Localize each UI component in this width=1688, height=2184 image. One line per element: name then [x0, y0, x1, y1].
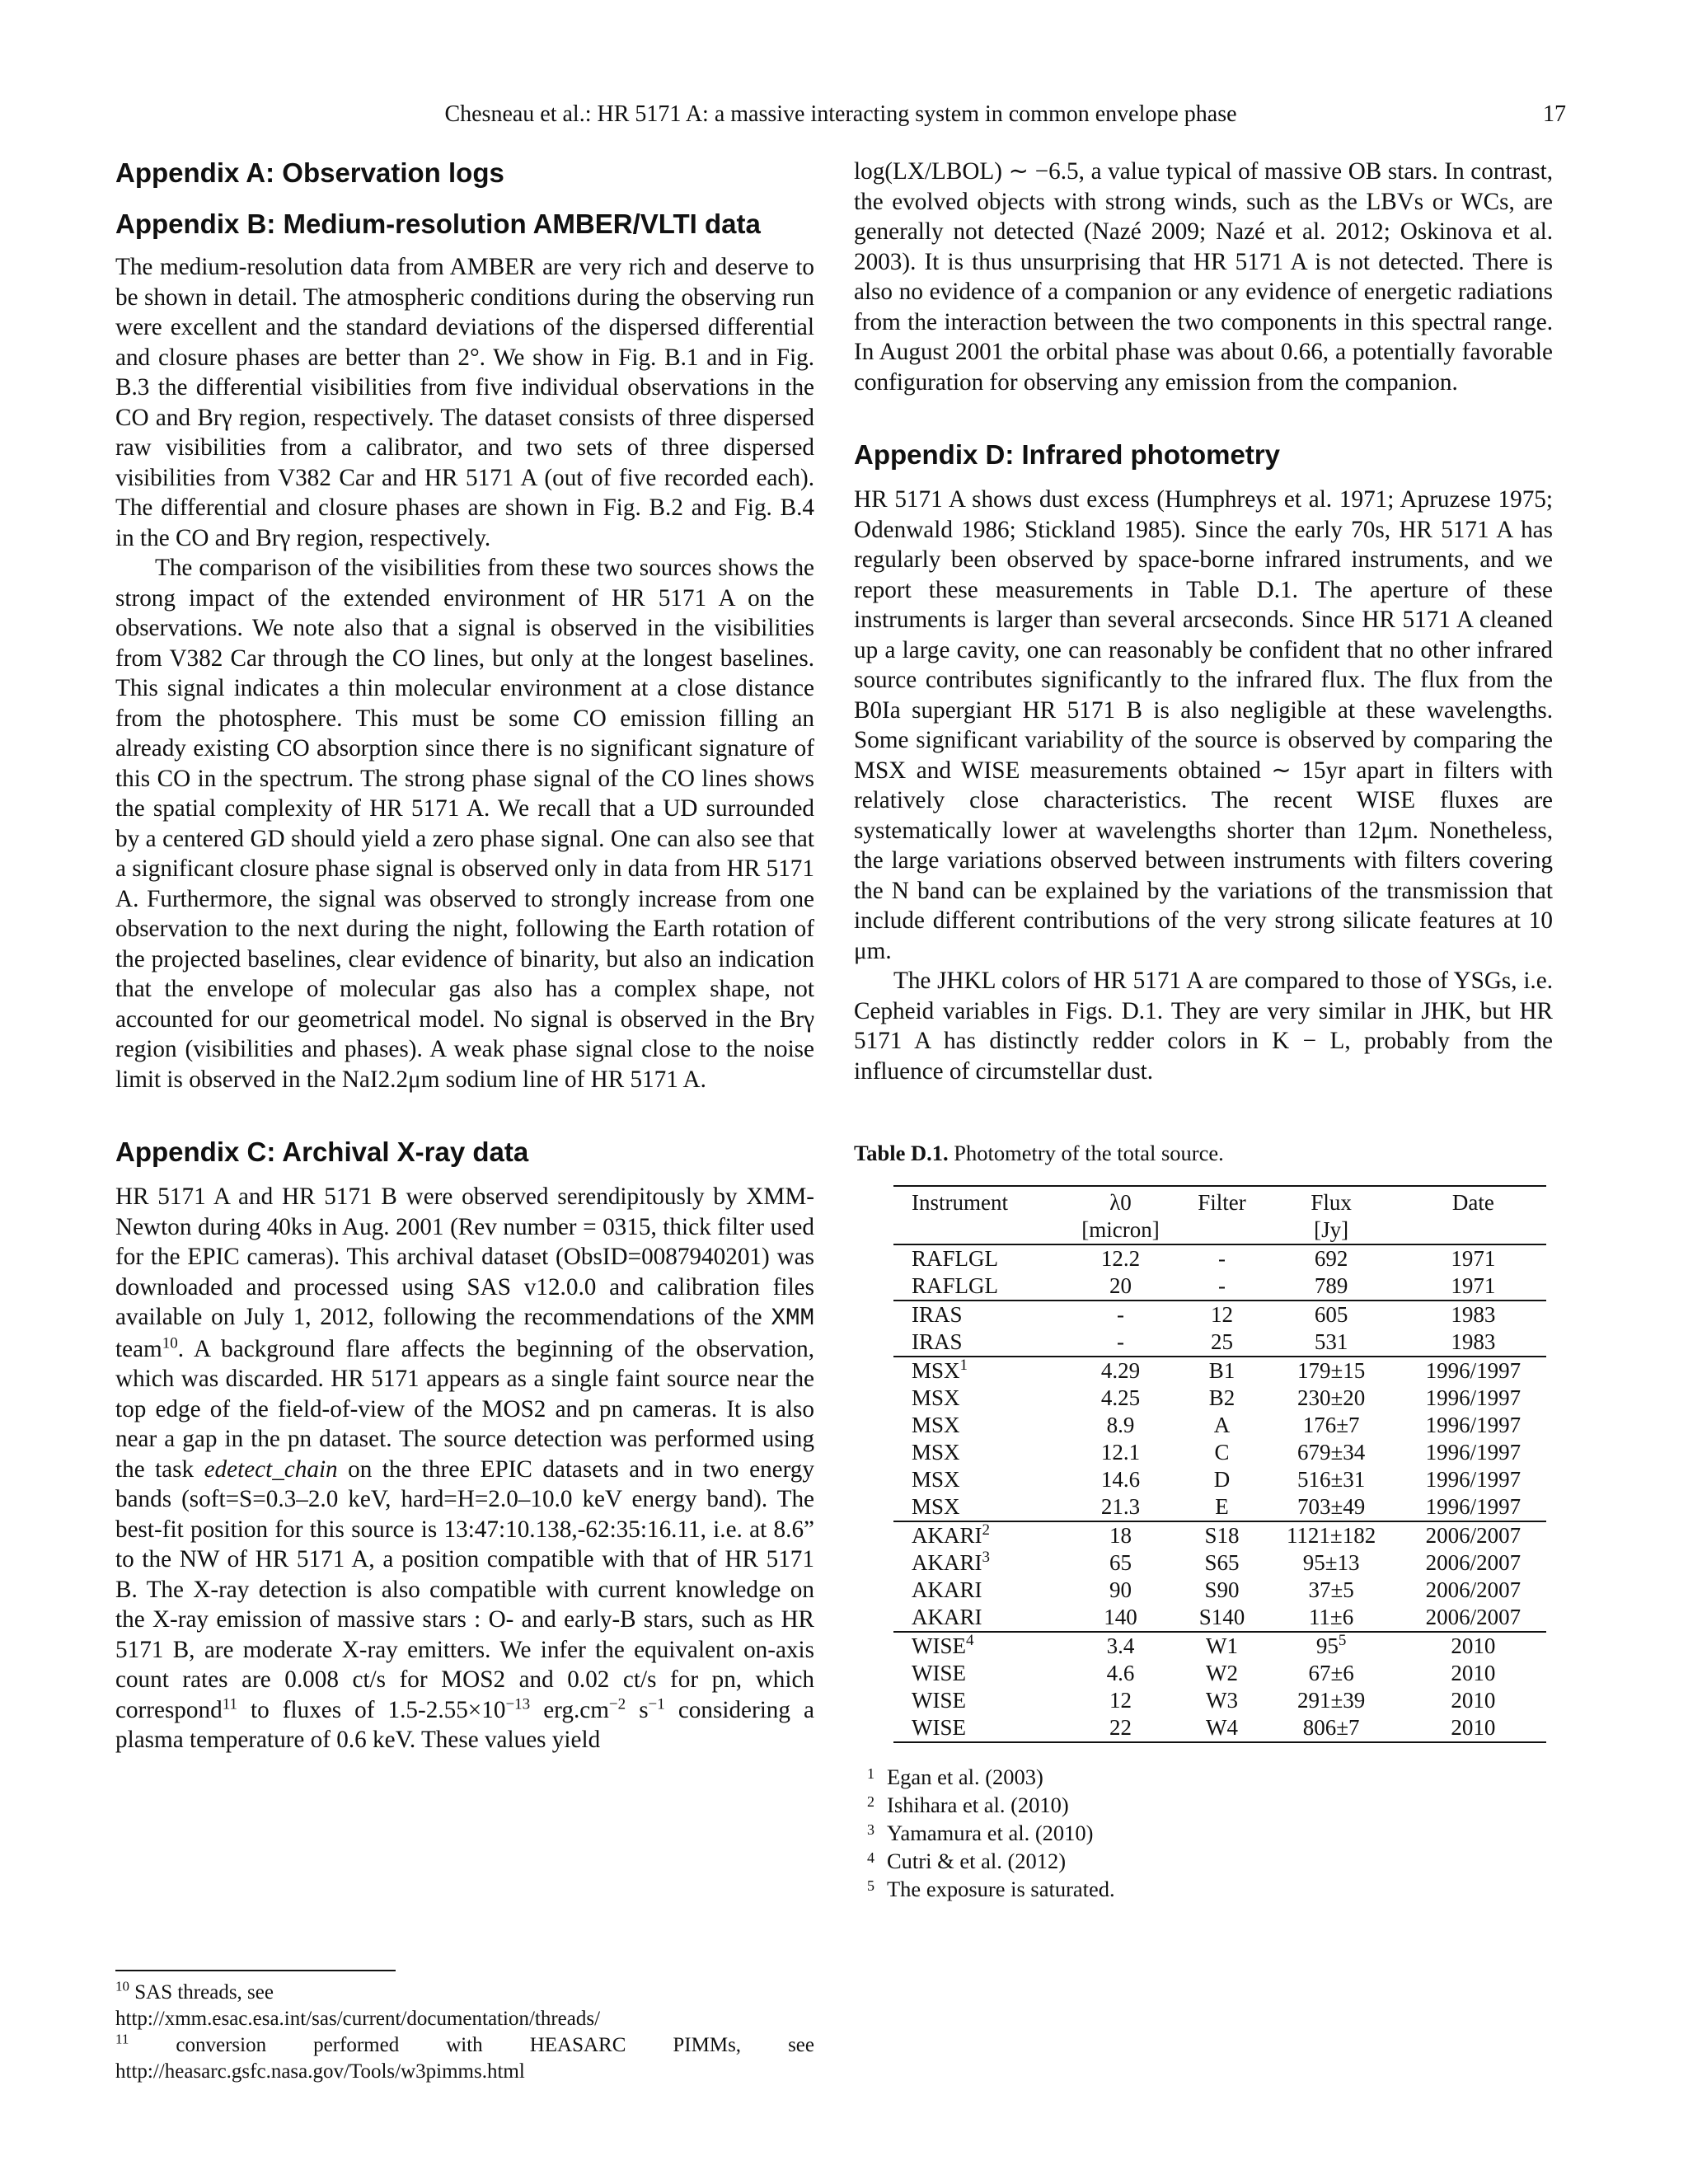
footnote-rule: [115, 1970, 396, 1971]
table-note-mark: 2: [867, 1793, 874, 1810]
cell-date: [1400, 1660, 1546, 1687]
table-row: [893, 1466, 1546, 1493]
cell-flux: [1262, 1385, 1400, 1412]
cell-date-text: 2006/2007: [1425, 1550, 1522, 1575]
table-note-mark: 4: [867, 1849, 874, 1866]
cell-date-text: 2010: [1451, 1715, 1496, 1740]
table-caption: [854, 1139, 1553, 1167]
cell-date-text: 2010: [1451, 1661, 1496, 1685]
cell-flux-text: 806±7: [1302, 1715, 1360, 1740]
cell-instrument: [893, 1439, 1060, 1466]
appendix-c-text-a: HR 5171 A and HR 5171 B were observed serendipitously by XMM-Newton during 40ks in Aug. 2001 (Rev number = 0315, thick filter used for the EPIC cameras). This archival dataset (ObsID=0087940201) was downloaded and processed using SAS v12.0.0 and calibration files available on July 1, 2012, following the recommendations of the: [115, 1183, 814, 1330]
cell-wavelength: [1060, 1521, 1182, 1549]
cell-date-text: 2006/2007: [1425, 1523, 1522, 1548]
cell-wavelength: [1060, 1577, 1182, 1604]
cell-date-text: 1996/1997: [1425, 1385, 1522, 1410]
table-row: [893, 1272, 1546, 1301]
cell-instrument: [893, 1660, 1060, 1687]
cell-flux-text: 531: [1314, 1329, 1348, 1354]
cell-date: [1400, 1521, 1546, 1549]
cell-instrument-text: WISE: [912, 1633, 966, 1658]
cell-filter-text: S90: [1204, 1577, 1240, 1602]
cell-date: [1400, 1244, 1546, 1272]
footnote-11-text: conversion performed with HEASARC PIMMs, see http://heasarc.gsfc.nasa.gov/Tools/w3pimms.html: [115, 2034, 814, 2083]
cell-instrument: [893, 1357, 1060, 1385]
cell-instrument: [893, 1687, 1060, 1714]
cell-wavelength: [1060, 1439, 1182, 1466]
cell-filter: [1182, 1385, 1263, 1412]
cell-date-text: 2006/2007: [1425, 1605, 1522, 1629]
table-row-group: [893, 1301, 1546, 1357]
appendix-c-continued: log(LX/LBOL) ∼ −6.5, a value typical of massive OB stars. In contrast, the evolved objects with strong winds, such as the LBVs or WCs, are generally not detected (Nazé 2009; Nazé et al. 2012; Oskinova et al. 2003). It is thus unsurprising that HR 5171 A is not detected. There is also no evidence of a companion or any evidence of energetic radiations from the interaction between the two components in this spectral range. In August 2001 the orbital phase was about 0.66, a potentially favorable configuration for observing any emission from the companion.: [854, 158, 1553, 396]
cell-date: [1400, 1357, 1546, 1385]
cell-filter: [1182, 1412, 1263, 1439]
cell-filter-text: E: [1215, 1494, 1229, 1519]
table-note-mark: 5: [867, 1877, 874, 1894]
cell-filter-text: -: [1217, 1273, 1226, 1298]
cell-filter: [1182, 1329, 1263, 1357]
cell-instrument: [893, 1632, 1060, 1660]
cell-filter: [1182, 1493, 1263, 1521]
table-note-text: Yamamura et al. (2010): [887, 1821, 1094, 1845]
cell-instrument: [893, 1521, 1060, 1549]
cell-date-text: 2006/2007: [1425, 1577, 1522, 1602]
left-column: [115, 157, 814, 1755]
table-caption-label: Table D.1.: [854, 1141, 949, 1165]
cell-instrument-text: WISE: [912, 1715, 966, 1740]
cell-instrument-text: MSX: [912, 1413, 960, 1437]
cell-filter: [1182, 1549, 1263, 1577]
cell-flux-text: 516±31: [1296, 1467, 1366, 1492]
cell-filter: [1182, 1632, 1263, 1660]
cell-flux-text: 679±34: [1296, 1440, 1366, 1465]
cell-flux: [1262, 1329, 1400, 1357]
cell-instrument-text: RAFLGL: [912, 1273, 999, 1298]
cell-date-text: 2010: [1451, 1688, 1496, 1713]
cell-date-text: 1996/1997: [1425, 1467, 1522, 1492]
cell-wavelength-text: -: [1117, 1329, 1124, 1354]
cell-flux: [1262, 1466, 1400, 1493]
cell-date: [1400, 1714, 1546, 1742]
running-title: Chesneau et al.: HR 5171 A: a massive interacting system in common envelope phase: [444, 101, 1237, 127]
cell-flux-text: 605: [1314, 1302, 1348, 1327]
appendix-b-heading: Appendix B: Medium-resolution AMBER/VLTI data: [115, 209, 761, 239]
cell-date-text: 1971: [1451, 1246, 1496, 1271]
cell-instrument-text: IRAS: [912, 1329, 963, 1354]
cell-wavelength: [1060, 1493, 1182, 1521]
cell-filter-text: C: [1214, 1440, 1230, 1465]
table-notes: [867, 1763, 1553, 1903]
cell-flux: [1262, 1687, 1400, 1714]
appendix-d-heading: Appendix D: Infrared photometry: [854, 439, 1281, 470]
cell-date: [1400, 1577, 1546, 1604]
cell-date: [1400, 1632, 1546, 1660]
cell-instrument-note-mark: 4: [965, 1632, 974, 1649]
cell-wavelength: [1060, 1272, 1182, 1301]
cell-filter-text: S65: [1204, 1550, 1240, 1575]
table-row: [893, 1632, 1546, 1660]
cell-wavelength-text: 8.9: [1106, 1413, 1135, 1437]
cell-filter: [1182, 1272, 1263, 1301]
col-unit-date: [1400, 1216, 1546, 1244]
footnotes: [115, 1970, 814, 2085]
cell-instrument-note-mark: 1: [959, 1357, 968, 1374]
cell-flux: [1262, 1660, 1400, 1687]
cell-wavelength: [1060, 1412, 1182, 1439]
cell-flux: [1262, 1493, 1400, 1521]
table-note: [867, 1819, 1553, 1847]
table-row: [893, 1521, 1546, 1549]
col-header-filter: Filter: [1182, 1186, 1263, 1216]
cell-wavelength-text: 4.25: [1100, 1385, 1141, 1410]
cell-wavelength-text: 65: [1109, 1550, 1132, 1575]
cell-instrument: [893, 1493, 1060, 1521]
xmm-label: XMM: [771, 1305, 814, 1332]
cell-flux: [1262, 1412, 1400, 1439]
cell-filter: [1182, 1466, 1263, 1493]
cell-flux-text: 179±15: [1296, 1358, 1366, 1383]
appendix-c-text-f: erg.cm: [543, 1696, 609, 1723]
cell-wavelength: [1060, 1632, 1182, 1660]
cell-instrument-text: RAFLGL: [912, 1246, 999, 1271]
table-note: [867, 1847, 1553, 1875]
cell-filter: [1182, 1357, 1263, 1385]
cell-wavelength: [1060, 1357, 1182, 1385]
cell-flux: [1262, 1244, 1400, 1272]
running-header: [115, 98, 1566, 131]
table-row: [893, 1329, 1546, 1357]
cell-wavelength-text: 12.2: [1100, 1246, 1141, 1271]
cell-instrument-text: AKARI: [912, 1550, 982, 1575]
cell-date: [1400, 1301, 1546, 1329]
cell-filter-text: -: [1217, 1246, 1226, 1271]
cell-flux: [1262, 1604, 1400, 1632]
cell-flux: [1262, 1357, 1400, 1385]
cell-instrument: [893, 1466, 1060, 1493]
appendix-c-text-e: to fluxes of 1.5-2.55×10: [251, 1696, 506, 1723]
cell-wavelength-text: 14.6: [1100, 1467, 1141, 1492]
cell-wavelength-text: -: [1117, 1302, 1124, 1327]
cell-flux-text: 176±7: [1302, 1413, 1360, 1437]
cell-wavelength-text: 12: [1109, 1688, 1132, 1713]
cell-filter: [1182, 1714, 1263, 1742]
cell-instrument: [893, 1301, 1060, 1329]
page-number: 17: [1543, 101, 1566, 127]
cell-wavelength-text: 20: [1109, 1273, 1132, 1298]
cell-instrument: [893, 1272, 1060, 1301]
table-note-text: Ishihara et al. (2010): [887, 1793, 1069, 1817]
cell-date: [1400, 1272, 1546, 1301]
footnote-ref-10: 10: [162, 1333, 178, 1352]
cell-wavelength-text: 90: [1109, 1577, 1132, 1602]
cell-wavelength-text: 140: [1104, 1605, 1137, 1629]
cell-wavelength: [1060, 1549, 1182, 1577]
cell-wavelength: [1060, 1466, 1182, 1493]
cell-date: [1400, 1439, 1546, 1466]
cell-instrument-text: AKARI: [912, 1605, 982, 1629]
cell-instrument: [893, 1412, 1060, 1439]
table-caption-text: Photometry of the total source.: [954, 1141, 1224, 1165]
cell-flux: [1262, 1439, 1400, 1466]
cell-date-text: 1996/1997: [1425, 1358, 1522, 1383]
appendix-c-heading: Appendix C: Archival X-ray data: [115, 1137, 529, 1167]
cell-wavelength: [1060, 1244, 1182, 1272]
cell-flux-text: 95±13: [1302, 1550, 1360, 1575]
cell-filter-text: D: [1213, 1467, 1231, 1492]
cell-filter: [1182, 1521, 1263, 1549]
cell-date-text: 1983: [1451, 1302, 1496, 1327]
cell-filter: [1182, 1301, 1263, 1329]
cell-wavelength-text: 22: [1109, 1715, 1132, 1740]
cell-wavelength-text: 12.1: [1100, 1440, 1141, 1465]
cell-filter: [1182, 1244, 1263, 1272]
cell-filter-text: 25: [1210, 1329, 1233, 1354]
cell-instrument-text: MSX: [912, 1440, 960, 1465]
col-header-date: Date: [1400, 1186, 1546, 1216]
cell-date-text: 1996/1997: [1425, 1440, 1522, 1465]
cell-wavelength: [1060, 1604, 1182, 1632]
footnote-ref-11: 11: [222, 1694, 237, 1713]
footnote-11-mark: 11: [115, 2031, 129, 2047]
col-header-lambda: λ0: [1060, 1186, 1182, 1216]
cell-date: [1400, 1604, 1546, 1632]
appendix-c-text-g: s: [639, 1696, 649, 1723]
table-row: [893, 1687, 1546, 1714]
cell-filter: [1182, 1660, 1263, 1687]
cell-flux-text: 95: [1315, 1633, 1339, 1658]
cell-wavelength: [1060, 1301, 1182, 1329]
exponent-3: −1: [648, 1694, 665, 1713]
cell-flux-text: 1121±182: [1286, 1523, 1376, 1548]
cell-date-text: 1996/1997: [1425, 1413, 1522, 1437]
cell-wavelength: [1060, 1660, 1182, 1687]
cell-date: [1400, 1385, 1546, 1412]
cell-instrument-text: AKARI: [912, 1523, 982, 1548]
table-note-mark: 1: [867, 1765, 874, 1782]
table-row: [893, 1301, 1546, 1329]
exponent-2: −2: [608, 1694, 626, 1713]
table-note: [867, 1875, 1553, 1903]
cell-instrument-note-mark: 2: [982, 1521, 990, 1539]
footnote-10-url[interactable]: http://xmm.esac.esa.int/sas/current/documentation/threads/: [115, 2008, 601, 2030]
exponent-1: −13: [505, 1694, 531, 1713]
col-unit-flux: [Jy]: [1262, 1216, 1400, 1244]
cell-flux: [1262, 1714, 1400, 1742]
cell-instrument-text: MSX: [912, 1494, 960, 1519]
cell-flux: [1262, 1301, 1400, 1329]
cell-filter-text: B1: [1208, 1358, 1236, 1383]
table-note-text: The exposure is saturated.: [887, 1877, 1115, 1901]
cell-filter-text: B2: [1208, 1385, 1236, 1410]
footnote-10: [115, 1980, 814, 2032]
right-column: [854, 157, 1553, 1903]
table-row: [893, 1385, 1546, 1412]
cell-wavelength: [1060, 1687, 1182, 1714]
cell-date-text: 1996/1997: [1425, 1494, 1522, 1519]
col-unit-lambda: [micron]: [1060, 1216, 1182, 1244]
cell-instrument-text: AKARI: [912, 1577, 982, 1602]
table-row-group: [893, 1632, 1546, 1742]
appendix-d-paragraph-2: The JHKL colors of HR 5171 A are compared to those of YSGs, i.e. Cepheid variables in Figs. D.1. They are very similar in JHK, but HR 5171 A has distinctly redder colors in K − L, probably from the influence of circumstellar dust.: [854, 968, 1553, 1085]
table-note-mark: 3: [867, 1821, 874, 1838]
footnote-11: [115, 2032, 814, 2085]
appendix-c-text-c: . A background flare affects the beginning of the observation, which was discarded. HR 5171 appears as a single faint source near the top edge of the field-of-view of the MOS2 and pn cameras. It is also near a gap in the pn dataset. The source detection was performed using the task: [115, 1335, 814, 1483]
table-row: [893, 1244, 1546, 1272]
cell-date-text: 1971: [1451, 1273, 1496, 1298]
table-row: [893, 1439, 1546, 1466]
cell-flux-text: 789: [1314, 1273, 1348, 1298]
cell-wavelength-text: 4.29: [1100, 1358, 1141, 1383]
col-header-flux: Flux: [1262, 1186, 1400, 1216]
cell-date: [1400, 1687, 1546, 1714]
table-row: [893, 1412, 1546, 1439]
photometry-table: [893, 1185, 1546, 1743]
cell-flux: [1262, 1272, 1400, 1301]
cell-wavelength-text: 3.4: [1106, 1633, 1135, 1658]
cell-flux-text: 692: [1314, 1246, 1348, 1271]
cell-date: [1400, 1329, 1546, 1357]
col-unit-instrument: [893, 1216, 1060, 1244]
table-row: [893, 1549, 1546, 1577]
cell-filter-text: 12: [1210, 1302, 1233, 1327]
cell-date: [1400, 1493, 1546, 1521]
table-row-group: [893, 1521, 1546, 1632]
cell-instrument-text: IRAS: [912, 1302, 963, 1327]
cell-filter-text: W1: [1206, 1633, 1238, 1658]
cell-wavelength: [1060, 1329, 1182, 1357]
table-row-group: [893, 1244, 1546, 1301]
appendix-b-paragraph-2: The comparison of the visibilities from these two sources shows the strong impact of the extended environment of HR 5171 A on the observations. We note also that a signal is observed in the visibilities from V382 Car through the CO lines, but only at the longest baselines. This signal indicates a thin molecular environment at a close distance from the photosphere. This must be some CO emission filling an already existing CO absorption since there is no significant signature of this CO in the spectrum. The strong phase signal of the CO lines shows the spatial complexity of HR 5171 A. We recall that a UD surrounded by a centered GD should yield a zero phase signal. One can also see that a significant closure phase signal is observed only in data from HR 5171 A. Furthermore, the signal was observed to strongly increase from one observation to the next during the night, following the Earth rotation of the projected baselines, clear evidence of binarity, but also an indication that the envelope of molecular gas also has a complex shape, not accounted for our geometrical model. No signal is observed in the Brγ region (visibilities and phases). A weak phase signal close to the noise limit is observed in the NaI2.2μm sodium line of HR 5171 A.: [115, 555, 814, 1093]
cell-instrument: [893, 1714, 1060, 1742]
cell-instrument: [893, 1577, 1060, 1604]
cell-instrument: [893, 1549, 1060, 1577]
cell-flux-note-mark: 5: [1338, 1632, 1347, 1649]
appendix-b-paragraph-1: The medium-resolution data from AMBER are very rich and deserve to be shown in detail. The atmospheric conditions during the observing run were excellent and the standard deviations of the dispersed differential and closure phases are better than 2°. We show in Fig. B.1 and in Fig. B.3 the differential visibilities from five individual observations in the CO and Brγ region, respectively. The dataset consists of three dispersed raw visibilities from a calibrator, and two sets of three dispersed visibilities from V382 Car and HR 5171 A (out of five recorded each). The differential and closure phases are shown in Fig. B.2 and Fig. B.4 in the CO and Brγ region, respectively.: [115, 254, 814, 551]
cell-date-text: 1983: [1451, 1329, 1496, 1354]
cell-filter-text: W3: [1206, 1688, 1238, 1713]
cell-instrument-text: MSX: [912, 1385, 960, 1410]
table-row: [893, 1714, 1546, 1742]
col-unit-filter: [1182, 1216, 1263, 1244]
col-header-instrument: Instrument: [893, 1186, 1060, 1216]
cell-instrument-text: MSX: [912, 1467, 960, 1492]
cell-wavelength-text: 18: [1109, 1523, 1132, 1548]
cell-flux-text: 11±6: [1308, 1605, 1354, 1629]
table-row: [893, 1604, 1546, 1632]
cell-filter: [1182, 1439, 1263, 1466]
table-d1: [854, 1139, 1553, 1903]
cell-flux-text: 37±5: [1308, 1577, 1354, 1602]
cell-instrument: [893, 1329, 1060, 1357]
cell-instrument-note-mark: 3: [982, 1549, 990, 1566]
cell-wavelength: [1060, 1385, 1182, 1412]
table-note-text: Egan et al. (2003): [887, 1765, 1043, 1789]
cell-wavelength-text: 21.3: [1100, 1494, 1141, 1519]
cell-flux-text: 67±6: [1308, 1661, 1354, 1685]
cell-instrument: [893, 1385, 1060, 1412]
appendix-c-text-b: team: [115, 1335, 162, 1362]
cell-wavelength: [1060, 1714, 1182, 1742]
cell-filter-text: A: [1213, 1413, 1231, 1437]
appendix-c-text-d: on the three EPIC datasets and in two energy bands (soft=S=0.3–2.0 keV, hard=H=2.0–10.0 keV energy band). The best-fit position for this source is 13:47:10.138,-62:35:16.11, i.e. at 8.6” to the NW of HR 5171 A, a position compatible with that of HR 5171 B. The X-ray detection is also compatible with current knowledge on the X-ray emission of massive stars : O- and early-B stars, such as HR 5171 B, are moderate X-ray emitters. We infer the equivalent on-axis count rates are 0.008 ct/s for MOS2 and 0.02 ct/s for pn, which correspond: [115, 1455, 814, 1723]
footnote-10-mark: 10: [115, 1978, 129, 1994]
table-row: [893, 1577, 1546, 1604]
cell-filter-text: W4: [1206, 1715, 1238, 1740]
appendix-d-paragraph-1: HR 5171 A shows dust excess (Humphreys et al. 1971; Apruzese 1975; Odenwald 1986; Stickland 1985). Since the early 70s, HR 5171 A has regularly been observed by space-borne infrared instruments, and we report these measurements in Table D.1. The aperture of these instruments is larger than several arcseconds. Since HR 5171 A cleaned up a large cavity, one can reasonably be confident that no other infrared source contributes significantly to the infrared flux. The flux from the B0Ia supergiant HR 5171 B is also negligible at these wavelengths. Some significant variability of the source is observed by comparing the MSX and WISE measurements obtained ∼ 15yr apart in filters with relatively close characteristics. The recent WISE fluxes are systematically lower at wavelengths shorter than 12μm. Nonetheless, the large variations observed between instruments with filters covering the N band can be explained by the variations of the transmission that include different contributions of the very strong silicate features at 10 μm.: [854, 486, 1553, 964]
table-note: [867, 1763, 1553, 1791]
cell-filter: [1182, 1604, 1263, 1632]
cell-wavelength-text: 4.6: [1106, 1661, 1135, 1685]
cell-flux: [1262, 1521, 1400, 1549]
footnote-10-text: SAS threads, see: [134, 1981, 274, 2004]
cell-flux: [1262, 1549, 1400, 1577]
cell-flux-text: 230±20: [1296, 1385, 1366, 1410]
cell-date: [1400, 1466, 1546, 1493]
cell-instrument-text: WISE: [912, 1688, 966, 1713]
cell-instrument-text: WISE: [912, 1661, 966, 1685]
cell-date: [1400, 1549, 1546, 1577]
task-name: edetect_chain: [204, 1455, 338, 1483]
cell-flux: [1262, 1632, 1400, 1660]
table-row-group: [893, 1357, 1546, 1521]
cell-date: [1400, 1412, 1546, 1439]
cell-instrument: [893, 1244, 1060, 1272]
cell-instrument-text: MSX: [912, 1358, 960, 1383]
table-row: [893, 1660, 1546, 1687]
cell-flux-text: 291±39: [1296, 1688, 1366, 1713]
table-note-text: Cutri & et al. (2012): [887, 1849, 1067, 1873]
appendix-c-paragraph: [115, 1182, 814, 1755]
appendix-a-heading: Appendix A: Observation logs: [115, 157, 504, 188]
cell-flux: [1262, 1577, 1400, 1604]
cell-filter: [1182, 1577, 1263, 1604]
cell-filter-text: S18: [1204, 1523, 1240, 1548]
cell-filter-text: W2: [1206, 1661, 1238, 1685]
table-row: [893, 1493, 1546, 1521]
table-row: [893, 1357, 1546, 1385]
cell-instrument: [893, 1604, 1060, 1632]
cell-filter: [1182, 1687, 1263, 1714]
cell-filter-text: S140: [1198, 1605, 1245, 1629]
table-note: [867, 1791, 1553, 1819]
cell-date-text: 2010: [1451, 1633, 1496, 1658]
cell-flux-text: 703±49: [1296, 1494, 1366, 1519]
appendix-c-text-h: considering a plasma temperature of 0.6 keV. These values yield: [115, 1696, 814, 1753]
